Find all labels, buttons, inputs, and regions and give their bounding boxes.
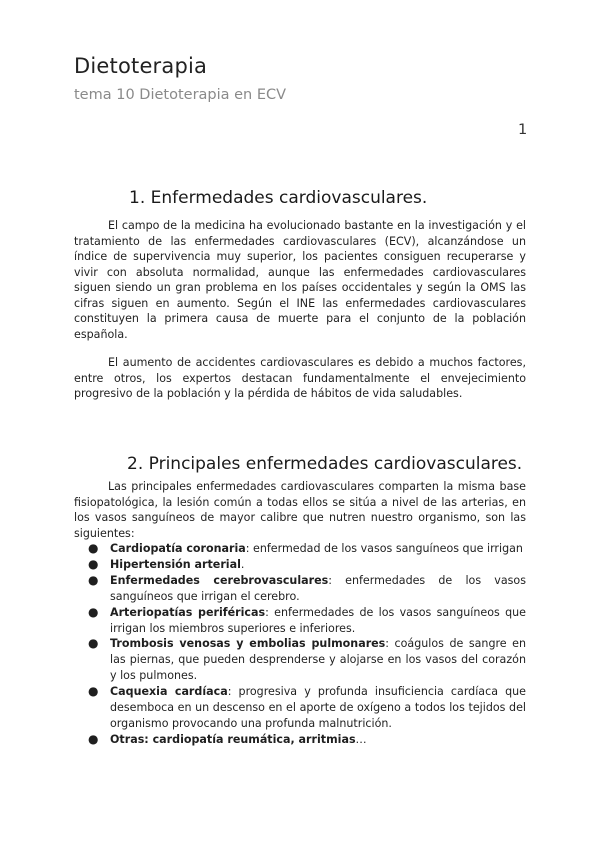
section-heading-2: 2. Principales enfermedades cardiovasculares. <box>127 454 523 474</box>
section-2-intro: Las principales enfermedades cardiovasculares comparten la misma base fisiopatológica, la lesión común a todas ellos se sitúa a nivel de las arterias, en los vasos sanguíneos de mayor calibre que nutren nuestro organismo, son las siguientes: <box>74 480 526 540</box>
section-1-paragraph-1: El campo de la medicina ha evolucionado bastante en la investigación y el tratamiento de las enfermedades cardiovasculares (ECV), alcanzándose un índice de supervivencia muy superior, los pacientes consiguen recuperarse y vivir con absoluta normalidad, aunque las enfermedades cardiovasculares siguen siendo un gran problema en los países occidentales y según la OMS las cifras siguen en aumento. Según el INE las enfermedades cardiovasculares constituyen la primera causa de muerte para el conjunto de la población española. <box>74 219 526 341</box>
section-1-paragraph-2: El aumento de accidentes cardiovasculares es debido a muchos factores, entre otros, los expertos destacan fundamentalmente el envejecimiento progresivo de la población y la pérdida de hábitos de vida saludables. <box>74 356 526 400</box>
disease-list <box>86 541 526 748</box>
page-number: 1 <box>518 122 528 138</box>
list-item-term: Trombosis venosas y embolias pulmonares <box>110 637 386 651</box>
bullet-icon: ● <box>88 556 99 571</box>
list-item <box>86 557 526 573</box>
list-item-term: Enfermedades cerebrovasculares <box>110 573 329 587</box>
list-item-description: : enfermedad de los vasos sanguíneos que irrigan <box>245 542 523 555</box>
list-item-term: Otras: cardiopatía reumática, arritmias <box>110 732 356 746</box>
list-item-description: : coágulos de sangre en las piernas, que pueden desprenderse y alojarse en los vasos del corazón y los pulmones. <box>110 637 526 683</box>
list-item-term: Caquexia cardíaca <box>110 685 228 699</box>
bullet-icon: ● <box>88 731 99 746</box>
document-title: Dietoterapia <box>74 54 208 78</box>
list-item-term: Cardiopatía coronaria <box>110 542 246 555</box>
list-item <box>86 605 526 637</box>
list-item-term: Hipertensión arterial <box>110 557 241 571</box>
list-item <box>86 732 526 748</box>
bullet-icon: ● <box>88 636 99 651</box>
list-item <box>86 541 526 557</box>
list-item <box>86 684 526 732</box>
bullet-icon: ● <box>88 604 99 619</box>
bullet-icon: ● <box>88 684 99 699</box>
list-item-description: : enfermedades de los vasos sanguíneos que irrigan los miembros superiores e inferiores. <box>110 605 527 635</box>
list-item-description: … <box>355 732 367 746</box>
list-item <box>86 636 526 684</box>
list-item-description: : enfermedades de los vasos sanguíneos que irrigan el cerebro. <box>110 573 526 603</box>
document-subtitle: tema 10 Dietoterapia en ECV <box>74 87 287 103</box>
list-item-description: : progresiva y profunda insuficiencia cardíaca que desemboca en un descenso en el aporte de oxígeno a todos los tejidos del organismo provocando una profunda malnutrición. <box>110 685 527 730</box>
section-heading-1: 1. Enfermedades cardiovasculares. <box>129 188 428 208</box>
bullet-icon: ● <box>88 572 99 587</box>
list-item-description: . <box>240 557 245 571</box>
list-item <box>86 573 526 605</box>
list-item-term: Arteriopatías periféricas <box>110 605 266 619</box>
bullet-icon: ● <box>88 541 99 555</box>
